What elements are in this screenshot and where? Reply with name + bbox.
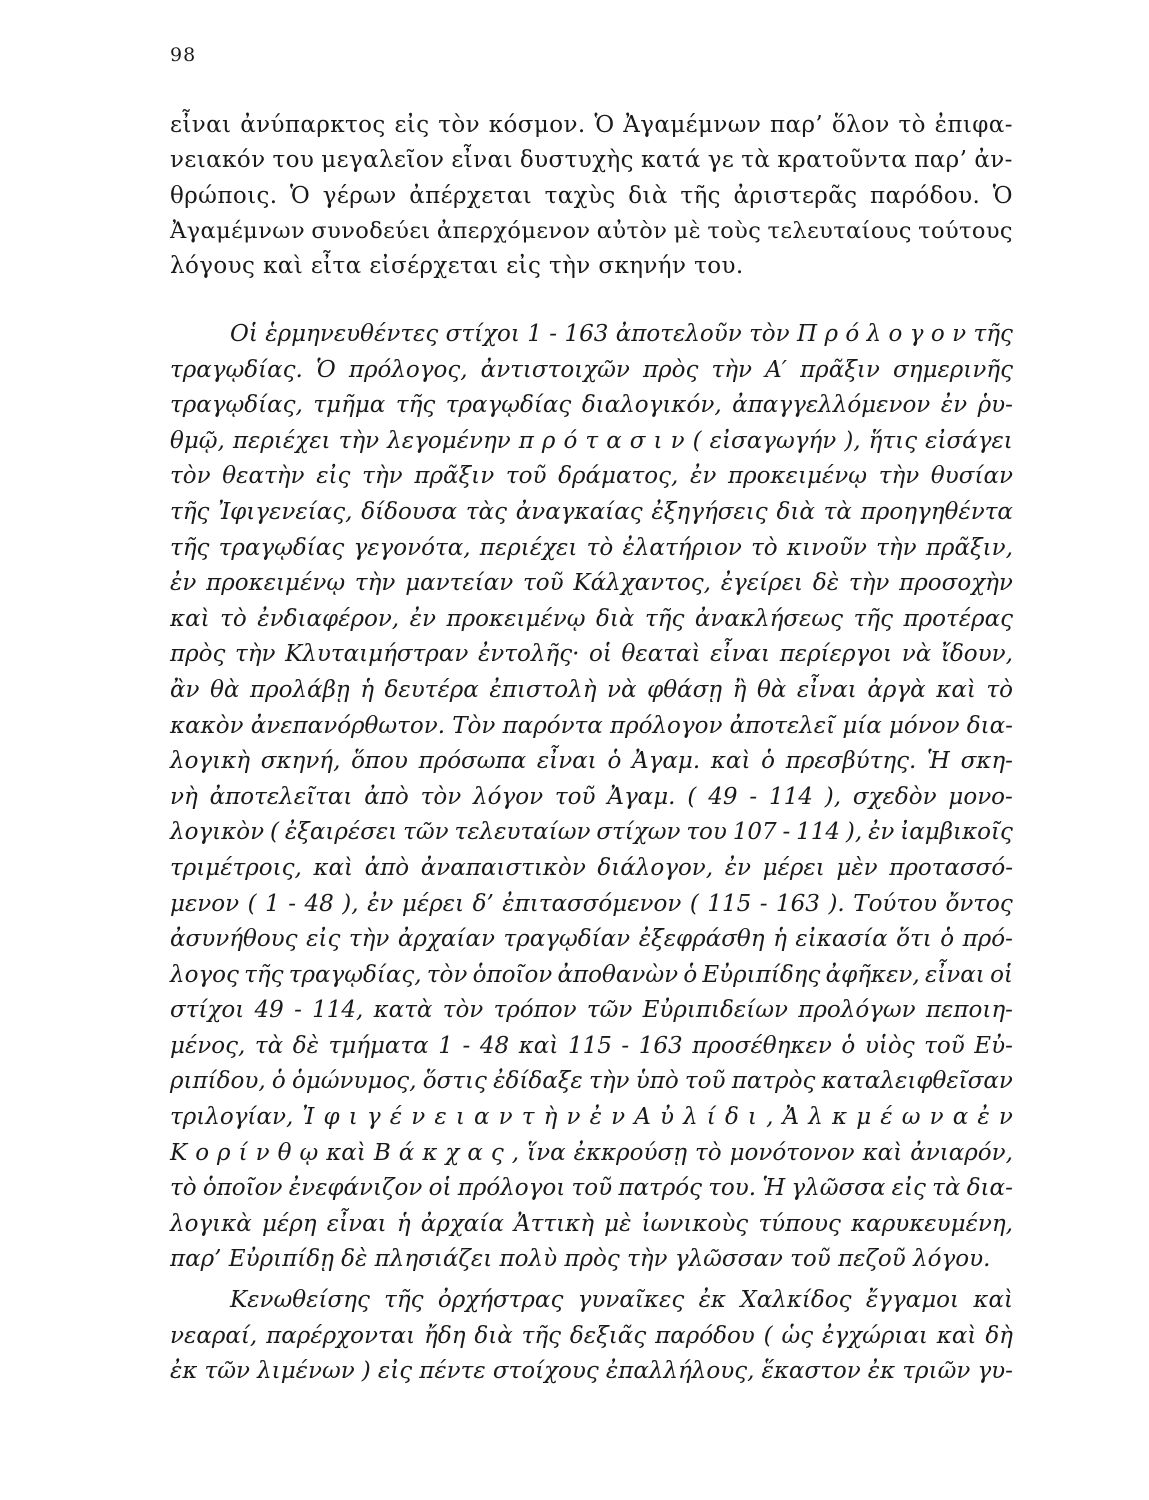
text-line: ἐκ τῶν λιμένων ) εἰς πέντε στοίχους ἐπαλλήλους, ἕκαστον ἐκ τριῶν γυ- [170, 1358, 1013, 1385]
text-line: τριμέτροις, καὶ ἀπὸ ἀναπαιστικὸν διάλογον, ἐν μέρει μὲν προτασσό- [170, 854, 1013, 881]
paragraph-2 [170, 317, 1013, 1278]
text-line: Κ ο ρ ί ν θ ῳ καὶ Β ά κ χ α ς , ἵνα ἐκκρούσῃ τὸ μονότονον καὶ ἀνιαρόν, [170, 1139, 1013, 1166]
text-line: θμῷ, περιέχει τὴν λεγομένην π ρ ό τ α σ ι ν ( εἰσαγωγήν ), ἥτις εἰσάγει [170, 427, 1013, 454]
text-line: τὸ ὁποῖον ἐνεφάνιζον οἱ πρόλογοι τοῦ πατρός του. Ἡ γλῶσσα εἰς τὰ δια- [170, 1175, 1013, 1202]
text-line: ἀσυνήθους εἰς τὴν ἀρχαίαν τραγῳδίαν ἐξεφράσθη ἡ εἰκασία ὅτι ὁ πρό- [170, 926, 1013, 953]
text-line: λογικὴ σκηνή, ὅπου πρόσωπα εἶναι ὁ Ἀγαμ. καὶ ὁ πρεσβύτης. Ἡ σκη- [170, 748, 1013, 775]
text-line: λογικὰ μέρη εἶναι ἡ ἀρχαία Ἀττικὴ μὲ ἰωνικοὺς τύπους καρυκευμένη, [170, 1210, 1013, 1237]
text-line: τραγῳδίας. Ὁ πρόλογος, ἀντιστοιχῶν πρὸς τὴν Α′ πρᾶξιν σημερινῆς [170, 356, 1013, 383]
text-line: μένος, τὰ δὲ τμήματα 1 - 48 καὶ 115 - 163 προσέθηκεν ὁ υἱὸς τοῦ Εὐ- [170, 1032, 1013, 1059]
text-line: τὸν θεατὴν εἰς τὴν πρᾶξιν τοῦ δράματος, ἐν προκειμένῳ τὴν θυσίαν [170, 463, 1013, 490]
text-line: τῆς Ἰφιγενείας, δίδουσα τὰς ἀναγκαίας ἐξηγήσεις διὰ τὰ προηγηθέντα [170, 498, 1013, 525]
text-line: πρὸς τὴν Κλυταιμήστραν ἐντολῆς· οἱ θεαταὶ εἶναι περίεργοι νὰ ἴδουν, [170, 641, 1013, 668]
text-line: Οἱ ἑρμηνευθέντες στίχοι 1 - 163 ἀποτελοῦν τὸν Π ρ ό λ ο γ ο ν τῆς [230, 321, 1013, 347]
text-line: ἂν θὰ προλάβῃ ἡ δευτέρα ἐπιστολὴ νὰ φθάσῃ ἢ θὰ εἶναι ἀργὰ καὶ τὸ [170, 676, 1013, 703]
text-line: λογος τῆς τραγῳδίας, τὸν ὁποῖον ἀποθανὼν ὁ Εὐριπίδης ἀφῆκεν, εἶναι οἱ [170, 961, 1013, 988]
page-number: 98 [170, 44, 197, 66]
text-line: λόγους καὶ εἶτα εἰσέρχεται εἰς τὴν σκηνήν του. [170, 253, 744, 280]
text-line: τριλογίαν, Ἰ φ ι γ έ ν ε ι α ν τ ὴ ν ἐ ν Α ὐ λ ί δ ι , Ἀ λ κ μ έ ω ν α ἐ ν [170, 1104, 1013, 1131]
text-line: ἐν προκειμένῳ τὴν μαντείαν τοῦ Κάλχαντος, ἐγείρει δὲ τὴν προσοχὴν [170, 570, 1013, 597]
text-line: καὶ τὸ ἐνδιαφέρον, ἐν προκειμένῳ διὰ τῆς ἀνακλήσεως τῆς προτέρας [170, 605, 1013, 632]
text-line: Ἀγαμέμνων συνοδεύει ἀπερχόμενον αὐτὸν μὲ τοὺς τελευταίους τούτους [170, 217, 1013, 244]
text-line: παρ’ Εὐριπίδῃ δὲ πλησιάζει πολὺ πρὸς τὴν γλῶσσαν τοῦ πεζοῦ λόγου. [170, 1246, 991, 1273]
paragraph-3 [170, 1283, 1013, 1390]
paragraph-1 [170, 108, 1013, 284]
text-line: θρώποις. Ὁ γέρων ἀπέρχεται ταχὺς διὰ τῆς ἀριστερᾶς παρόδου. Ὁ [170, 182, 1013, 209]
text-line: μενον ( 1 - 48 ), ἐν μέρει δ’ ἐπιτασσόμενον ( 115 - 163 ). Τούτου ὄντος [170, 890, 1013, 917]
text-line: τραγῳδίας, τμῆμα τῆς τραγῳδίας διαλογικόν, ἀπαγγελλόμενον ἐν ῥυ- [170, 392, 1013, 419]
text-line: νὴ ἀποτελεῖται ἀπὸ τὸν λόγον τοῦ Ἀγαμ. ( 49 - 114 ), σχεδὸν μονο- [170, 783, 1013, 810]
text-line: λογικὸν ( ἐξαιρέσει τῶν τελευταίων στίχων του 107 - 114 ), ἐν ἰαμβικοῖς [170, 819, 1013, 846]
text-line: στίχοι 49 - 114, κατὰ τὸν τρόπον τῶν Εὐριπιδείων προλόγων πεποιη- [170, 997, 1013, 1024]
text-line: Κενωθείσης τῆς ὀρχήστρας γυναῖκες ἐκ Χαλκίδος ἔγγαμοι καὶ [230, 1287, 1013, 1313]
text-line: νειακόν του μεγαλεῖον εἶναι δυστυχὴς κατά γε τὰ κρατοῦντα παρ’ ἀν- [170, 147, 1013, 174]
text-line: ριπίδου, ὁ ὁμώνυμος, ὅστις ἐδίδαξε τὴν ὑπὸ τοῦ πατρὸς καταλειφθεῖσαν [170, 1068, 1013, 1095]
text-line: τῆς τραγῳδίας γεγονότα, περιέχει τὸ ἐλατήριον τὸ κινοῦν τὴν πρᾶξιν, [170, 534, 1013, 561]
text-line: νεαραί, παρέρχονται ἤδη διὰ τῆς δεξιᾶς παρόδου ( ὡς ἐγχώριαι καὶ δὴ [170, 1322, 1013, 1349]
text-line: κακὸν ἀνεπανόρθωτον. Τὸν παρόντα πρόλογον ἀποτελεῖ μία μόνον δια- [170, 712, 1013, 739]
text-line: εἶναι ἀνύπαρκτος εἰς τὸν κόσμον. Ὁ Ἀγαμέμνων παρ’ ὅλον τὸ ἐπιφα- [170, 112, 1013, 138]
